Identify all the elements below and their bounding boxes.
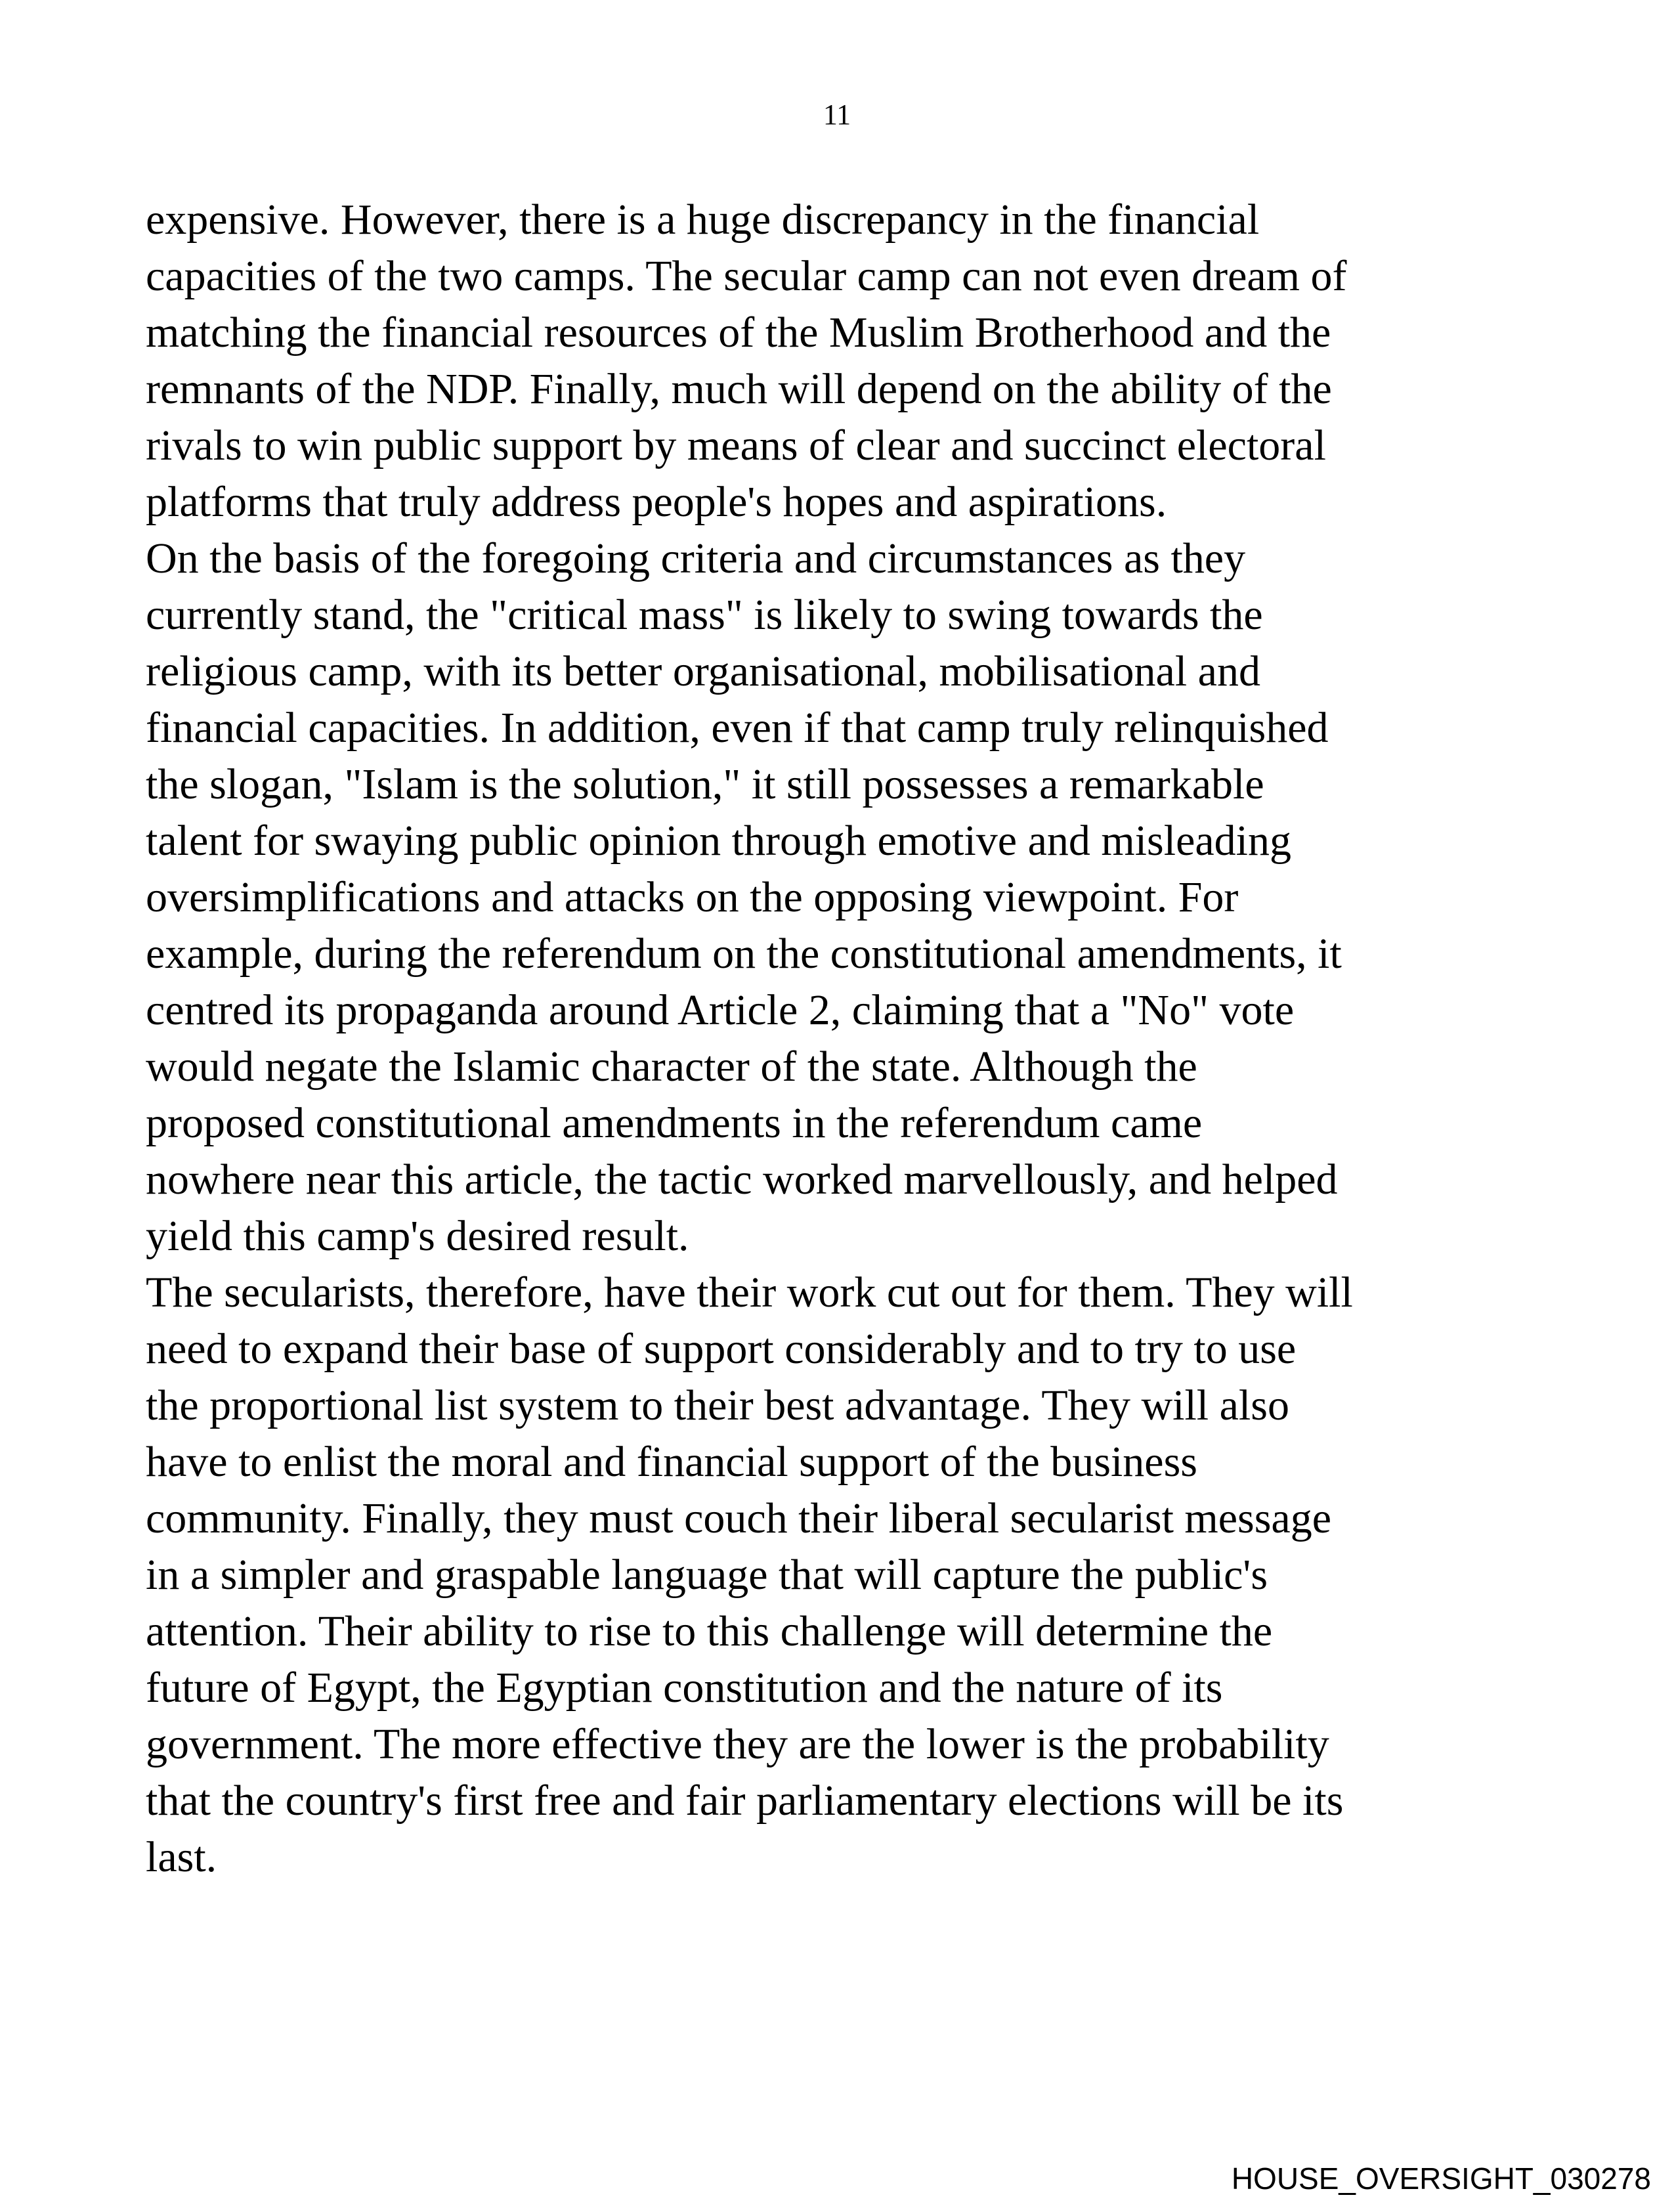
text-line: would negate the Islamic character of the state. Although the	[146, 1043, 1197, 1091]
text-line: On the basis of the foregoing criteria and circumstances as they	[146, 534, 1246, 582]
paragraph-1	[146, 192, 1590, 531]
text-line: capacities of the two camps. The secular camp can not even dream of	[146, 252, 1347, 300]
text-line: in a simpler and graspable language that will capture the public's	[146, 1551, 1268, 1599]
text-line: the slogan, "Islam is the solution," it still possesses a remarkable	[146, 760, 1264, 808]
text-line: rivals to win public support by means of clear and succinct electoral	[146, 422, 1326, 469]
text-line: community. Finally, they must couch their liberal secularist message	[146, 1494, 1332, 1542]
text-line: last.	[146, 1833, 217, 1881]
paragraph-3	[146, 1265, 1590, 1886]
paragraph-2	[146, 531, 1590, 1265]
text-line: oversimplifications and attacks on the opposing viewpoint. For	[146, 873, 1239, 921]
text-line: The secularists, therefore, have their work cut out for them. They will	[146, 1269, 1353, 1316]
text-line: proposed constitutional amendments in the referendum came	[146, 1099, 1203, 1147]
text-line: religious camp, with its better organisational, mobilisational and	[146, 647, 1260, 695]
text-line: matching the financial resources of the Muslim Brotherhood and the	[146, 309, 1331, 357]
body-text	[146, 192, 1590, 1886]
text-line: have to enlist the moral and financial support of the business	[146, 1438, 1197, 1486]
text-line: attention. Their ability to rise to this challenge will determine the	[146, 1607, 1273, 1655]
text-line: government. The more effective they are the lower is the probability	[146, 1720, 1329, 1768]
text-line: talent for swaying public opinion through emotive and misleading	[146, 817, 1292, 865]
text-line: nowhere near this article, the tactic worked marvellously, and helped	[146, 1156, 1338, 1204]
text-line: future of Egypt, the Egyptian constitution and the nature of its	[146, 1664, 1223, 1712]
text-line: expensive. However, there is a huge discrepancy in the financial	[146, 196, 1260, 244]
text-line: example, during the referendum on the constitutional amendments, it	[146, 930, 1342, 978]
document-id-stamp: HOUSE_OVERSIGHT_030278	[1231, 2161, 1651, 2196]
page-number: 11	[823, 98, 851, 131]
text-line: platforms that truly address people's hopes and aspirations.	[146, 478, 1167, 526]
text-line: that the country's first free and fair parliamentary elections will be its	[146, 1777, 1344, 1825]
text-line: the proportional list system to their best advantage. They will also	[146, 1381, 1289, 1429]
text-line: yield this camp's desired result.	[146, 1212, 689, 1260]
text-line: centred its propaganda around Article 2, claiming that a "No" vote	[146, 986, 1295, 1034]
text-line: remnants of the NDP. Finally, much will depend on the ability of the	[146, 365, 1332, 413]
text-line: financial capacities. In addition, even if that camp truly relinquished	[146, 704, 1329, 752]
text-line: currently stand, the "critical mass" is likely to swing towards the	[146, 591, 1263, 639]
text-line: need to expand their base of support considerably and to try to use	[146, 1325, 1297, 1373]
